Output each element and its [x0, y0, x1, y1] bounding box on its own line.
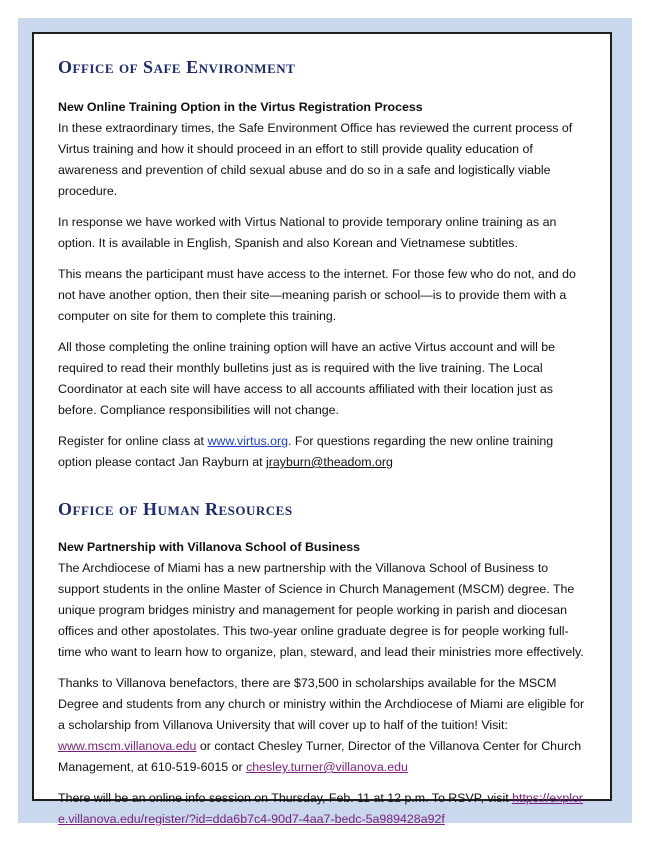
paragraph: In these extraordinary times, the Safe Environment Office has reviewed the current process of Virtus training and how it should proceed in an effort to still provide quality education of awareness and prevention of child sexual abuse and do so in a safe and logistically viable procedure.	[58, 121, 573, 198]
page-border	[18, 18, 632, 826]
register-paragraph	[58, 431, 586, 473]
scholarship-paragraph	[58, 673, 586, 778]
paragraph: In response we have worked with Virtus National to provide temporary online training as an option. It is available in English, Spanish and also Korean and Vietnamese subtitles.	[58, 215, 557, 250]
register-text: . For questions regarding the new online training option please contact Jan Rayburn at	[58, 434, 554, 469]
newsletter-panel	[32, 32, 612, 826]
rsvp-link[interactable]: https://explore.villanova.edu/register/?id=dda6b7c4-90d7-4aa7-bedc-5a989428a92f	[58, 791, 584, 826]
paragraph: All those completing the online training option will have an active Virtus account and will be required to read their monthly bulletins just as is required with the live training. The Local Coordinator at each site will have access to all accounts affiliated with their location just as before. Compliance responsibilities will not change.	[58, 340, 556, 417]
paragraph: This means the participant must have access to the internet. For those few who do not, and do not have another option, then their site—meaning parish or school—is to provide them with a computer on site for them to complete this training.	[58, 267, 576, 323]
email-link-chesley[interactable]: chesley.turner@villanova.edu	[246, 760, 408, 774]
virtus-link[interactable]: www.virtus.org	[207, 434, 289, 448]
email-link-jrayburn[interactable]: jrayburn@theadom.org	[266, 455, 393, 469]
subtitle-virtus-training: New Online Training Option in the Virtus Registration Process	[58, 100, 423, 114]
register-text: Register for online class at	[58, 434, 208, 448]
paragraph: The Archdiocese of Miami has a new partnership with the Villanova School of Business to support students in the online Master of Science in Church Management (MSCM) degree. The unique program bridges ministry and management for people working in parish and diocesan offices and other apostolates. This two-year online graduate degree is for people working full-time who want to learn how to organize, plan, steward, and lead their ministries more effectively.	[58, 561, 584, 659]
info-session-paragraph	[58, 788, 586, 830]
scholarship-text: Thanks to Villanova benefactors, there are $73,500 in scholarships available for the MSCM Degree and students from any church or ministry within the Archdiocese of Miami are eligible for a scholarship from Villanova University that will cover up to half of the tuition! Visit:	[58, 676, 585, 732]
info-session-text: There will be an online info session on Thursday, Feb. 11 at 12 p.m. To RSVP, visit	[58, 791, 513, 805]
section-title-safe-environment: Office of Safe Environment	[58, 57, 296, 77]
section-title-human-resources: Office of Human Resources	[58, 499, 293, 519]
subtitle-villanova-partnership: New Partnership with Villanova School of Business	[58, 540, 361, 554]
mscm-link[interactable]: www.mscm.villanova.edu	[58, 739, 197, 753]
scholarship-text: or contact Chesley Turner, Director of the Villanova Center for Church Management, at 610-519-6015 or	[58, 739, 582, 774]
